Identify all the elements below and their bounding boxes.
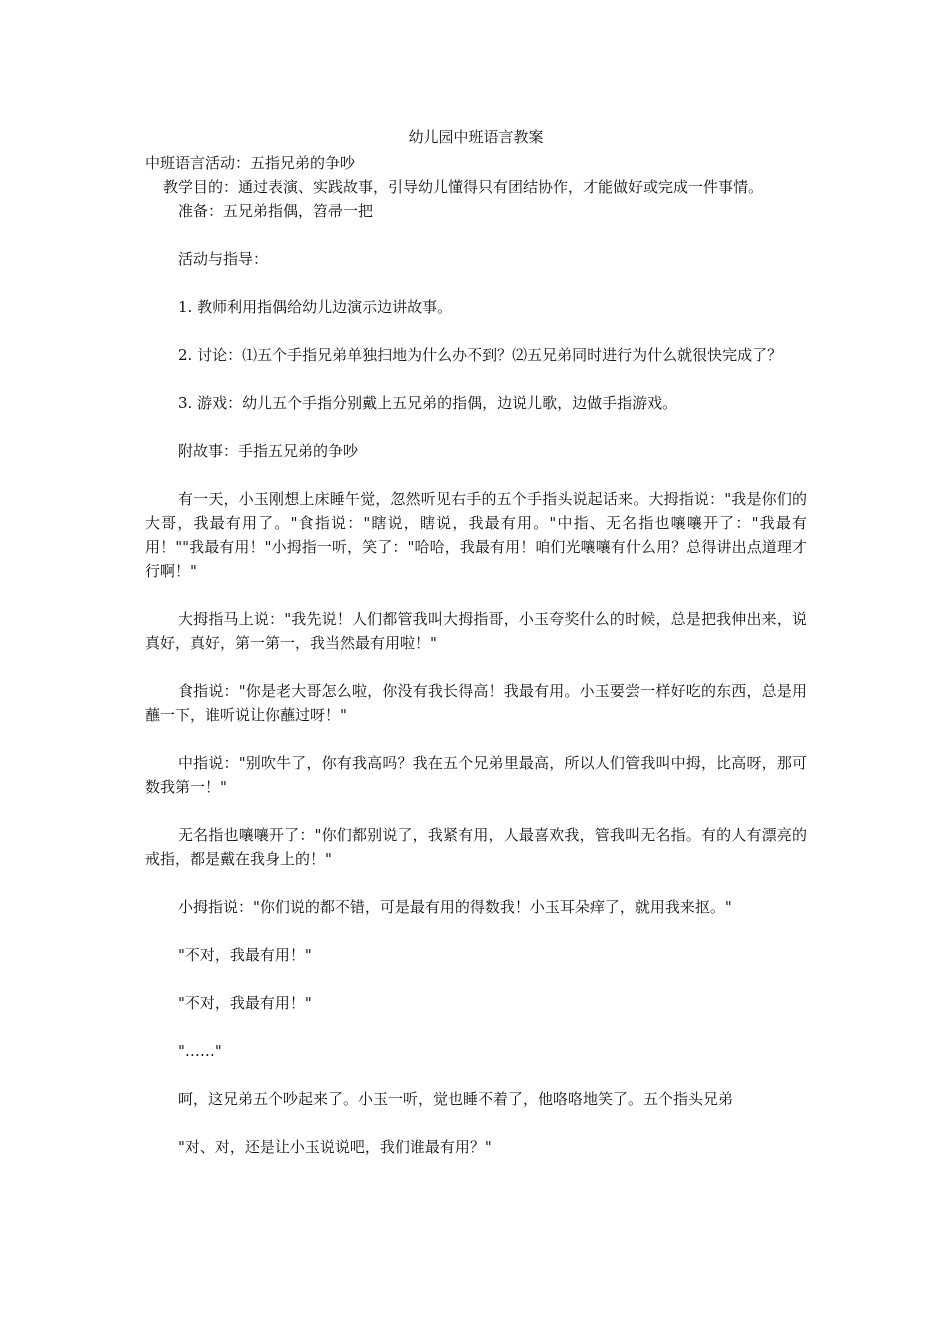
- story-paragraph: 食指说："你是老大哥怎么啦，你没有我长得高！我最有用。小玉要尝一样好吃的东西，总是用蘸一下，谁听说让你蘸过呀！": [145, 682, 807, 724]
- story-paragraph: "不对，我最有用！": [178, 946, 312, 964]
- step-item: 3. 游戏：幼儿五个手指分别戴上五兄弟的指偶，边说儿歌，边做手指游戏。: [178, 394, 678, 412]
- story-paragraph: 呵，这兄弟五个吵起来了。小玉一听，觉也睡不着了，他咯咯地笑了。五个指头兄弟: [178, 1090, 734, 1108]
- document-page: [145, 125, 807, 1159]
- story-paragraph: 中指说："别吹牛了，你有我高吗？我在五个兄弟里最高，所以人们管我叫中拇，比高呀，那可数我第一！": [145, 754, 807, 796]
- document-title: 幼儿园中班语言教案: [408, 128, 544, 146]
- story-paragraph: 无名指也嚷嚷开了："你们都别说了，我紧有用，人最喜欢我，管我叫无名指。有的人有漂亮的戒指，都是戴在我身上的！": [145, 826, 807, 868]
- story-paragraph: "对、对，还是让小玉说说吧，我们谁最有用？": [178, 1138, 492, 1156]
- activity-line: 中班语言活动：五指兄弟的争吵: [145, 154, 356, 172]
- guide-heading: 活动与指导：: [178, 250, 269, 268]
- story-paragraph: 有一天，小玉刚想上床睡午觉，忽然听见右手的五个手指头说起话来。大拇指说："我是你们的大哥，我最有用了。"食指说："瞎说，瞎说，我最有用。"中指、无名指也嚷嚷开了："我最有用！""我最有用！"小拇指一听，笑了："哈哈，我最有用！咱们光嚷嚷有什么用？总得讲出点道理才行啊！": [145, 490, 807, 580]
- story-paragraph: 大拇指马上说："我先说！人们都管我叫大拇指哥，小玉夸奖什么的时候，总是把我伸出来，说真好，真好，第一第一，我当然最有用啦！": [145, 610, 807, 652]
- story-heading: 附故事：手指五兄弟的争吵: [178, 442, 359, 460]
- story-paragraph: "……": [178, 1042, 222, 1060]
- teaching-goal: 教学目的：通过表演、实践故事，引导幼儿懂得只有团结协作，才能做好或完成一件事情。: [163, 178, 764, 196]
- step-item: 1. 教师利用指偶给幼儿边演示边讲故事。: [178, 298, 453, 316]
- preparation-line: 准备：五兄弟指偶，笤帚一把: [178, 202, 374, 220]
- step-item: 2. 讨论：⑴五个手指兄弟单独扫地为什么办不到？⑵五兄弟同时进行为什么就很快完成了？: [178, 346, 783, 364]
- story-paragraph: "不对，我最有用！": [178, 994, 312, 1012]
- story-paragraph: 小拇指说："你们说的都不错，可是最有用的得数我！小玉耳朵痒了，就用我来抠。": [178, 898, 732, 916]
